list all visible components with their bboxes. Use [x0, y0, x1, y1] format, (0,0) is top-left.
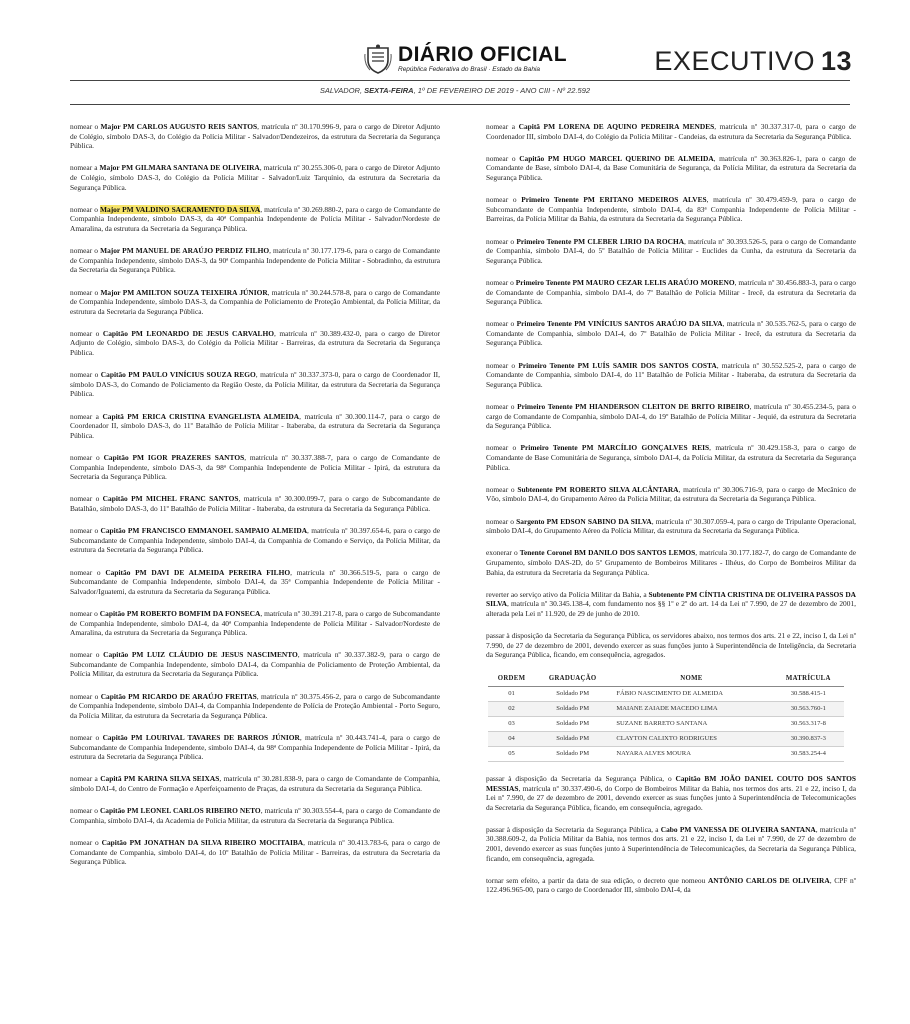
- decree-action: nomear o: [70, 246, 101, 256]
- officer-name: ANTÔNIO CARLOS DE OLIVEIRA: [707, 875, 830, 885]
- decree-action: passar à disposição da Secretaria da Segurança Pública, a: [486, 824, 661, 834]
- decree-paragraph: [486, 278, 856, 307]
- decree-details: , matrícula nº 30.345.138-4, com fundamento nos §§ 1º e 2º do art. 14 da Lei nº 7.990, de 27 de dezembro de 2001, alterada pela Lei nº 11.920, de 29 de junho de 2010.: [486, 599, 856, 618]
- decree-details: , matrícula nº 30.306.716-9, para o cargo de Mecânico de Vôo, símbolo DAI-4, do Grupamento Aéreo da Polícia Militar, da estrutura da Secretaria da Segurança Pública.: [486, 484, 856, 504]
- officer-name: Major PM MANUEL DE ARAÚJO PERDIZ FILHO: [100, 246, 270, 256]
- decree-paragraph: [70, 806, 440, 825]
- decree-paragraph: [70, 526, 440, 555]
- officer-name: Primeiro Tenente PM ERITANO MEDEIROS ALVES: [521, 195, 707, 205]
- decree-action: nomear o: [70, 122, 101, 131]
- decree-action: nomear o: [486, 153, 520, 163]
- decree-paragraph: [486, 590, 856, 619]
- officer-name: Capitã PM LORENA DE AQUINO PEDREIRA MENDES: [518, 122, 715, 131]
- matricula-cell: 30.390.837-3: [773, 731, 844, 746]
- paper-subtitle: República Federativa do Brasil · Estado da Bahia: [398, 65, 540, 73]
- officer-name: Capitão PM FRANCISCO EMMANOEL SAMPAIO ALMEIDA: [100, 526, 308, 536]
- officer-name: Capitão PM RICARDO DE ARAÚJO FREITAS: [100, 691, 257, 701]
- officer-name: Major PM VALDINO SACRAMENTO DA SILVA: [100, 204, 261, 214]
- officer-name: Major PM AMILTON SOUZA TEIXEIRA JÚNIOR: [100, 287, 268, 297]
- decree-paragraph: [70, 329, 440, 358]
- header-rule-top: [70, 80, 850, 81]
- dateline-rest: , 1º DE FEVEREIRO DE 2019 - ANO CIII - Nº 22.592: [413, 86, 591, 95]
- decree-paragraph: [70, 246, 440, 275]
- nome-cell: FÁBIO NASCIMENTO DE ALMEIDA: [610, 687, 772, 702]
- decree-paragraph: [486, 517, 856, 536]
- decree-action: nomear o: [486, 516, 517, 526]
- decree-details: , matrícula nº 30.363.826-1, para o cargo de Comandante de Base, símbolo DAI-4, da Base Comunitária de Segurança, da Polícia Militar, da estrutura da Secretaria da Segurança Pública.: [486, 153, 857, 182]
- officer-name: Subtenente PM ROBERTO SILVA ALCÂNTARA: [517, 484, 679, 494]
- bahia-coat-of-arms-icon: [364, 44, 392, 74]
- decree-action: nomear o: [70, 287, 101, 297]
- decree-action: nomear o: [70, 733, 103, 743]
- decree-paragraph: [70, 650, 440, 679]
- decree-action: passar à disposição da Secretaria da Segurança Pública, os servidores abaixo, nos termos dos arts. 21 e 22, inciso I, da Lei nº 7.990, de 27 de dezembro de 2001, devendo exercer as suas funções junto à Superintendência de Inteligência, da Secretaria da Segurança Pública, ficando, em consequência, agregados.: [486, 631, 856, 660]
- decree-action: nomear o: [70, 453, 104, 462]
- officer-name: Capitão PM JONATHAN DA SILVA RIBEIRO MOCITAIBA: [101, 837, 304, 847]
- decree-details: , matrícula nº 30.255.306-0, para o cargo de Diretor Adjunto de Colégio, símbolo DAS-3, do Colégio da Polícia Militar - Salvador/Luiz Tarquínio, da estrutura da Secretaria da Segurança Pública.: [70, 163, 440, 192]
- decree-action: nomear o: [486, 484, 518, 494]
- officer-name: Subtenente PM CÍNTIA CRISTINA DE OLIVEIRA PASSOS DA SILVA: [486, 589, 856, 609]
- decree-details: , matrícula 30.177.182-7, do cargo de Comandante de Grupamento, símbolo DAS-2D, do 5º Grupamento de Bombeiros Militares - Ilhéus, do Corpo de Bombeiros Militar da Bahia, da estrutura da Secretaria da Segurança Pública.: [486, 548, 856, 577]
- table-row: [488, 717, 844, 732]
- decree-action: nomear o: [486, 360, 519, 370]
- decree-details: , matrícula nº 30.303.554-4, para o cargo de Comandante de Companhia, símbolo DAI-4, da Academia de Polícia Militar, da estrutura da Secretaria da Segurança Pública.: [70, 806, 440, 825]
- officer-name: Capitã PM KARINA SILVA SEIXAS: [100, 774, 220, 784]
- officer-name: Capitão PM LOURIVAL TAVARES DE BARROS JÚNIOR: [102, 733, 300, 743]
- officer-name: Capitão PM LUIZ CLÁUDIO DE JESUS NASCIMENTO: [103, 650, 298, 660]
- table-row: [488, 702, 844, 717]
- graduacao-cell: Soldado PM: [535, 687, 610, 702]
- decree-details: , matrícula nº 30.443.741-4, para o cargo de Subcomandante de Companhia Independente, símbolo DAI-4, da 98ª Companhia Independente de Polícia Militar - Ipirá, da estrutura da Secretaria da Segurança Pública.: [70, 733, 440, 762]
- decree-paragraph: [70, 568, 440, 597]
- page-header: [0, 0, 910, 100]
- decree-action: nomear o: [486, 195, 522, 205]
- page-number: 13: [820, 46, 852, 76]
- decree-action: nomear o: [70, 608, 100, 618]
- decree-action: nomear o: [486, 277, 516, 287]
- decree-action: nomear o: [486, 319, 517, 329]
- right-column-bottom: [486, 774, 856, 895]
- left-column: [70, 122, 440, 879]
- decree-details: , matrícula nº 30.337.388-7, para o cargo de Comandante de Companhia Independente, símbolo DAS-3, da 98ª Companhia Independente de Polícia Militar - Ipirá, da estrutura da Secretaria da Segurança Pública.: [70, 453, 440, 482]
- decree-details: , matrícula nº 30.388.609-2, da Polícia Militar da Bahia, nos termos dos arts. 21 e 22, inciso I, da Lei nº 7.990, de 27 de dezembro de 2001, devendo exercer as suas funções junto à Superintendência de Telecomunicações, da Secretaria da Segurança Pública, ficando, em consequência, agregada.: [486, 824, 856, 863]
- decree-action: nomear a: [70, 163, 100, 173]
- decree-details: , matrícula nº 30.456.883-3, para o cargo de Comandante de Companhia, símbolo DAI-4, do 7º Batalhão de Polícia Militar - Irecê, da estrutura da Secretaria da Segurança Pública.: [486, 277, 856, 307]
- decree-paragraph: [70, 122, 440, 151]
- decree-paragraph: [70, 733, 440, 762]
- decree-details: , matrícula nº 30.337.490-6, do Corpo de Bombeiros Militar da Bahia, nos termos dos arts. 21 e 22, inciso I, da Lei nº 7.990, de 27 de dezembro de 2001, devendo exercer as suas funções junto à Superintendência de Telecomunicações da Secretaria da Segurança Pública, ficando, em consequência, agregado.: [486, 783, 856, 812]
- decree-details: , matrícula nº 30.337.382-9, para o cargo de Subcomandante de Companhia Independente, símbolo DAI-4, da Companhia de Policiamento de Proteção Ambiental, da Polícia Militar, da estrutura da Secretaria da Segurança Pública.: [70, 650, 440, 679]
- decree-action: nomear o: [70, 370, 101, 380]
- officer-name: Primeiro Tenente PM MARCÍLIO GONÇALVES REIS: [520, 443, 710, 453]
- nome-cell: MAIANE ZAIADE MACEDO LIMA: [610, 702, 772, 717]
- decree-paragraph: [486, 195, 856, 224]
- paper-title: DIÁRIO OFICIAL: [398, 42, 567, 66]
- decree-paragraph: [70, 412, 440, 441]
- table-row: [488, 746, 844, 761]
- officer-name: Capitão PM LEONARDO DE JESUS CARVALHO: [102, 328, 274, 338]
- dateline-city: SALVADOR,: [319, 86, 365, 95]
- decree-details: , matrícula nº 30.307.059-4, para o cargo de Tripulante Operacional, símbolo DAI-4, do Grupamento Aéreo da Polícia Militar, da estrutura da Secretaria da Segurança Pública.: [486, 516, 856, 536]
- officer-name: Capitão PM MICHEL FRANC SANTOS: [102, 494, 239, 504]
- decree-details: , matrícula nº 30.552.525-2, para o cargo de Comandante de Companhia, símbolo DAI-4, do 11º Batalhão de Polícia Militar - Itaberaba, da estrutura da Secretaria da Segurança Pública.: [486, 360, 856, 389]
- decree-paragraph: [486, 319, 856, 348]
- decree-paragraph: [70, 774, 440, 793]
- matricula-cell: 30.563.760-1: [773, 702, 844, 717]
- right-column-top: [486, 122, 856, 660]
- decree-action: nomear a: [70, 774, 101, 784]
- decree-paragraph: [70, 609, 440, 638]
- decree-paragraph: [70, 205, 440, 234]
- decree-action: nomear o: [486, 402, 518, 412]
- decree-details: , matrícula nº 30.413.783-6, para o cargo de Comandante de Companhia, símbolo DAI-4, do 10º Batalhão de Polícia Militar - Barreiras, da estrutura da Secretaria da Segurança Pública.: [70, 837, 440, 867]
- officer-name: Primeiro Tenente PM LUÍS SAMIR DOS SANTOS COSTA: [518, 360, 717, 370]
- officer-name: Capitão PM ROBERTO BOMFIM DA FONSECA: [99, 608, 261, 618]
- officer-name: Capitão PM HUGO MARCEL QUERINO DE ALMEIDA: [519, 153, 714, 163]
- decree-paragraph: [486, 774, 856, 812]
- graduacao-cell: Soldado PM: [535, 717, 610, 732]
- decree-action: nomear o: [486, 236, 517, 246]
- col-graduacao-header: GRADUAÇÃO: [535, 672, 610, 686]
- decree-details: , matrícula nº 30.177.179-6, para o cargo de Comandante de Companhia Independente, símbolo DAS-3, da 90ª Companhia Independente de Polícia Militar - Sobradinho, da estrutura da Secretaria da Segurança Pública.: [70, 246, 440, 275]
- decree-paragraph: [70, 370, 440, 399]
- decree-paragraph: [486, 402, 856, 431]
- decree-paragraph: [486, 237, 856, 266]
- matricula-cell: 30.588.415-1: [773, 687, 844, 702]
- decree-action: nomear o: [70, 204, 101, 214]
- officer-name: Cabo PM VANESSA DE OLIVEIRA SANTANA: [660, 824, 816, 834]
- dateline: [0, 86, 910, 95]
- nome-cell: NAYARA ALVES MOURA: [610, 746, 772, 761]
- decree-details: , matrícula nº 30.397.654-6, para o cargo de Subcomandante de Companhia Independente, símbolo DAI-4, da Companhia de Comando e Serviço, da Polícia Militar, da estrutura da Secretaria da Segurança Pública.: [70, 526, 440, 555]
- right-column: [486, 122, 856, 908]
- decree-action: nomear o: [70, 837, 102, 847]
- col-matricula-header: MATRÍCULA: [773, 672, 844, 686]
- decree-details: , matrícula nº 30.244.578-8, para o cargo de Comandante de Companhia Independente, símbolo DAS-3, da Companhia de Policiamento de Proteção Ambiental, da Polícia Militar, da estrutura da Secretaria da Segurança Pública.: [70, 287, 440, 316]
- dateline-day: SEXTA-FEIRA: [364, 86, 414, 95]
- decree-action: nomear a: [70, 411, 103, 421]
- decree-details: , matrícula nº 30.300.099-7, para o cargo de Subcomandante de Batalhão, símbolo DAS-3, do 11º Batalhão de Polícia Militar - Itaberaba, da estrutura da Secretaria da Segurança Pública.: [70, 494, 440, 513]
- officer-name: Major PM GILMARA SANTANA DE OLIVEIRA: [99, 163, 260, 173]
- decree-action: reverter ao serviço ativo da Polícia Militar da Bahia, a: [486, 589, 649, 599]
- decree-details: , matrícula nº 30.337.317-0, para o cargo de Coordenador III, símbolo DAI-4, do Colégio da Polícia Militar - Candeias, da estrutura da Secretaria da Segurança Pública.: [486, 122, 857, 141]
- decree-details: , matrícula nº 30.391.217-8, para o cargo de Subcomandante de Companhia Independente, símbolo DAI-4, da 40ª Companhia Independente de Polícia Militar - Salvador/Nordeste de Amaralina, da estrutura da Secretaria da Segurança Pública.: [70, 608, 440, 638]
- ordem-cell: 02: [488, 702, 535, 717]
- decree-paragraph: [486, 361, 856, 390]
- officer-name: Primeiro Tenente PM VINÍCIUS SANTOS ARAÚJO DA SILVA: [516, 319, 723, 329]
- decree-details: , matrícula nº 30.281.838-9, para o cargo de Comandante de Companhia, símbolo DAI-4, do Centro de Formação e Aperfeiçoamento de Praças, da estrutura da Secretaria da Segurança Pública.: [70, 774, 440, 793]
- graduacao-cell: Soldado PM: [535, 731, 610, 746]
- ordem-cell: 04: [488, 731, 535, 746]
- matricula-cell: 30.563.317-8: [773, 717, 844, 732]
- decree-action: nomear o: [70, 691, 101, 701]
- col-nome-header: NOME: [610, 672, 772, 686]
- decree-paragraph: [486, 122, 856, 141]
- decree-paragraph: [486, 154, 856, 183]
- decree-action: passar à disposição da Secretaria da Segurança Pública, o: [486, 773, 676, 783]
- officer-name: Major PM CARLOS AUGUSTO REIS SANTOS: [100, 122, 258, 131]
- table-row: [488, 731, 844, 746]
- decree-action: nomear o: [70, 494, 103, 504]
- decree-action: nomear o: [70, 567, 106, 577]
- decree-action: tornar sem efeito, a partir da data de sua edição, o decreto que nomeou: [486, 875, 708, 885]
- decree-details: , CPF nº 122.496.965-00, para o cargo de Coordenador III, símbolo DAI-4, da: [486, 875, 857, 895]
- decree-details: , matrícula nº 30.429.158-3, para o cargo de Comandante de Base Comunitária de Segurança, símbolo DAI-4, da Polícia Militar, da estrutura da Secretaria da Segurança Pública.: [486, 443, 856, 472]
- decree-paragraph: [70, 453, 440, 482]
- nome-cell: SUZANE BARRETO SANTANA: [610, 717, 772, 732]
- ordem-cell: 01: [488, 687, 535, 702]
- decree-details: , matrícula nº 30.393.526-5, para o cargo de Comandante de Companhia, símbolo DAI-4, do 5º Batalhão de Polícia Militar - Euclides da Cunha, da estrutura da Secretaria da Segurança Pública.: [486, 236, 856, 265]
- decree-action: nomear o: [486, 443, 521, 453]
- decree-action: nomear o: [70, 526, 101, 536]
- decree-details: , matrícula nº 30.535.762-5, para o cargo de Comandante de Companhia, símbolo DAI-4, do 7º Batalhão de Polícia Militar - Irecê, da estrutura da Secretaria da Segurança Pública.: [486, 319, 856, 348]
- section-heading: [654, 46, 852, 76]
- decree-action: nomear a: [486, 122, 519, 131]
- officer-name: Sargento PM EDSON SABINO DA SILVA: [516, 516, 652, 526]
- decree-paragraph: [70, 163, 440, 192]
- officer-name: Capitão PM PAULO VINÍCIUS SOUZA REGO: [100, 370, 256, 380]
- header-rule-bottom: [70, 104, 850, 105]
- officer-name: Capitão BM JOÃO DANIEL COUTO DOS SANTOS MESSIAS: [486, 773, 856, 793]
- section-name: EXECUTIVO: [654, 46, 815, 76]
- decree-details: , matrícula nº 30.337.373-0, para o cargo de Coordenador II, símbolo DAS-3, do Comando de Policiamento da Região Oeste, da Polícia Militar, da estrutura da Secretaria da Segurança Pública.: [70, 370, 440, 399]
- decree-details: , matrícula nº 30.269.880-2, para o cargo de Comandante de Companhia Independente, símbolo DAS-3, da 40ª Companhia Independente de Polícia Militar - Salvador/Nordeste de Amaralina, da estrutura da Secretaria da Segurança Pública.: [70, 204, 440, 233]
- decree-details: , matrícula nº 30.300.114-7, para o cargo de Coordenador II, símbolo DAS-3, do 11º Batalhão de Polícia Militar - Itaberaba, da estrutura da Secretaria da Segurança Pública.: [70, 411, 440, 440]
- officer-name: Capitã PM ERICA CRISTINA EVANGELISTA ALMEIDA: [102, 411, 300, 421]
- ordem-cell: 05: [488, 746, 535, 761]
- col-ordem-header: ORDEM: [488, 672, 535, 686]
- decree-paragraph: [486, 876, 856, 895]
- decree-details: , matrícula nº 30.375.456-2, para o cargo de Subcomandante de Companhia Independente, símbolo DAI-4, da Companhia Independente de Polícia de Proteção Ambiental - Porto Seguro, da Polícia Militar, da estrutura da Secretaria da Segurança Pública.: [70, 691, 440, 720]
- decree-paragraph: [70, 288, 440, 317]
- graduacao-cell: Soldado PM: [535, 702, 610, 717]
- decree-details: , matrícula nº 30.479.459-9, para o cargo de Subcomandante de Companhia Independente, símbolo DAI-4, da 83ª Companhia Independente de Polícia Militar - Barreiras, da Polícia Militar da Bahia, da estrutura da Secretaria da Segurança Pública.: [486, 195, 856, 224]
- table-row: [488, 687, 844, 702]
- decree-paragraph: [70, 838, 440, 867]
- decree-action: nomear o: [70, 806, 100, 816]
- decree-action: nomear o: [70, 650, 104, 660]
- decree-details: , matrícula nº 30.366.519-5, para o cargo de Subcomandante de Companhia Independente, símbolo DAI-4, da 35ª Companhia Independente de Polícia Militar - Salvador/Iguatemi, da estrutura da Secretaria da Segurança Pública.: [70, 567, 440, 596]
- decree-details: , matrícula nº 30.455.234-5, para o cargo de Comandante de Companhia, símbolo DAI-4, do 19º Batalhão de Polícia Militar - Jequié, da estrutura da Secretaria da Segurança Pública.: [486, 402, 856, 431]
- diario-oficial-logo: [364, 44, 567, 74]
- officer-name: Primeiro Tenente PM CLEBER LIRIO DA ROCHA: [516, 236, 685, 246]
- decree-paragraph: [486, 485, 856, 504]
- decree-paragraph: [70, 692, 440, 721]
- officer-name: Capitão PM DAVI DE ALMEIDA PEREIRA FILHO: [105, 567, 291, 577]
- decree-paragraph: [486, 443, 856, 472]
- table-header-row: [488, 672, 844, 686]
- graduacao-cell: Soldado PM: [535, 746, 610, 761]
- decree-paragraph: [486, 631, 856, 660]
- officer-name: Capitão PM IGOR PRAZERES SANTOS: [103, 453, 245, 462]
- decree-action: nomear o: [70, 328, 103, 338]
- decree-details: , matrícula nº 30.389.432-0, para o cargo de Diretor Adjunto de Colégio, símbolo DAS-3, do Colégio da Polícia Militar - Barreiras, da estrutura da Secretaria da Segurança Pública.: [70, 328, 440, 358]
- decree-paragraph: [486, 825, 856, 863]
- nome-cell: CLAYTON CALIXTO RODRIGUES: [610, 731, 772, 746]
- decree-paragraph: [70, 494, 440, 513]
- officer-name: Primeiro Tenente PM MAURO CEZAR LELIS ARAÚJO MORENO: [515, 277, 735, 287]
- servers-table: [488, 672, 844, 761]
- decree-paragraph: [486, 548, 856, 577]
- ordem-cell: 03: [488, 717, 535, 732]
- matricula-cell: 30.583.254-4: [773, 746, 844, 761]
- decree-action: exonerar o: [486, 548, 520, 558]
- officer-name: Tenente Coronel BM DANILO DOS SANTOS LEMOS: [519, 548, 696, 558]
- decree-details: , matrícula nº 30.170.996-9, para o cargo de Diretor Adjunto de Colégio, símbolo DAS-3, do Colégio da Polícia Militar - Salvador/Dendezeiros, da estrutura da Secretaria da Segurança Pública.: [70, 122, 440, 151]
- officer-name: Primeiro Tenente PM HIANDERSON CLEITON DE BRITO RIBEIRO: [517, 402, 750, 412]
- officer-name: Capitão PM LEONEL CARLOS RIBEIRO NETO: [99, 806, 261, 816]
